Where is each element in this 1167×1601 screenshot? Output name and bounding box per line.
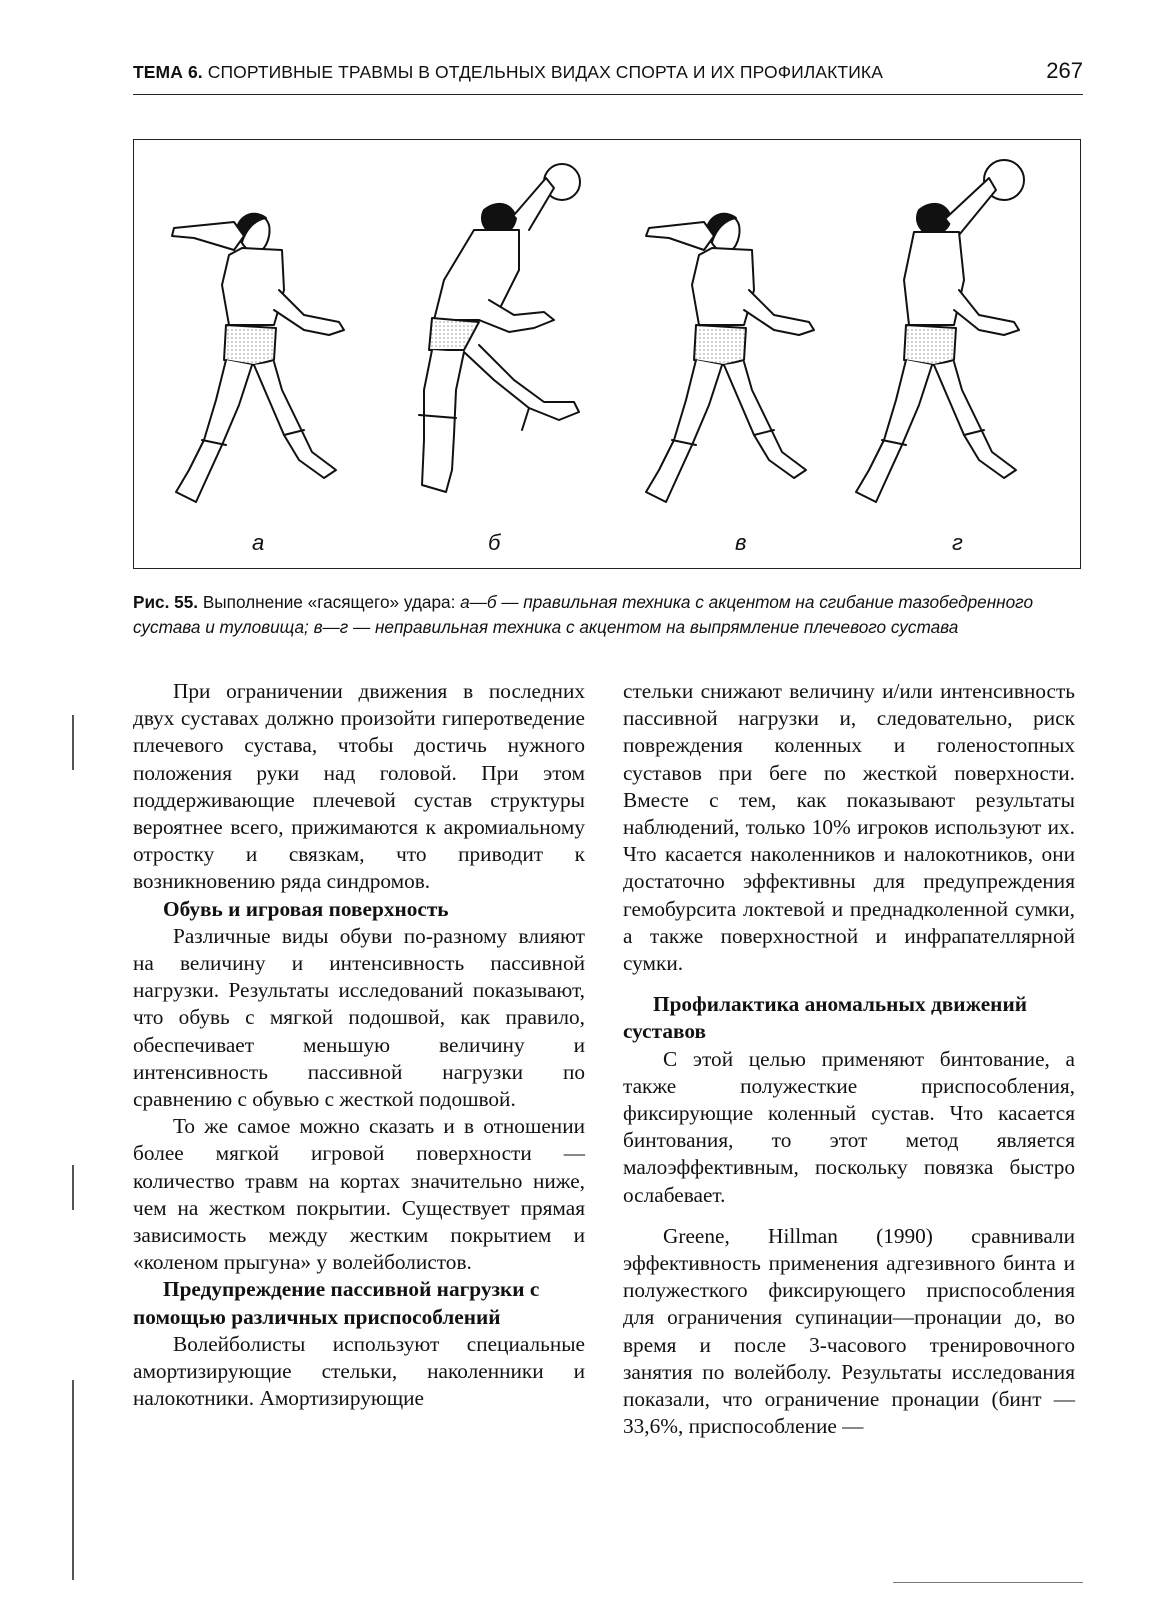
figure-55: [133, 139, 1081, 569]
spacer: [623, 977, 1075, 991]
caption-italic: а—б — правильная техника с акцентом на сгибание тазобедренного сустава и туловища; в—г — неправильная техника с акцентом на выпрямление плечевого сустава: [133, 592, 1034, 637]
volleyball-player-figure-a: [172, 214, 344, 502]
scan-margin-mark: [72, 1165, 74, 1210]
header-title-text: СПОРТИВНЫЕ ТРАВМЫ В ОТДЕЛЬНЫХ ВИДАХ СПОРТА И ИХ ПРОФИЛАКТИКА: [207, 62, 883, 82]
scan-margin-mark: [72, 715, 74, 770]
figure-drawing: [134, 140, 1082, 570]
header-prefix: ТЕМА 6.: [133, 62, 203, 82]
figure-caption: [133, 590, 1083, 640]
paragraph: стельки снижают величину и/или интенсивность пассивной нагрузки и, следовательно, риск повреждения коленных и голеностопных суставов при беге по жесткой поверхности. Вместе с тем, как показывают результаты наблюдений, только 10% игроков используют их. Что касается наколенников и налокотников, они достаточно эффективны для предупреждения гемобурсита локтевой и преднадколенной сумки, а также поверхностной и инфрапателлярной сумки.: [623, 679, 1075, 976]
volleyball-player-figure-b: [419, 164, 580, 492]
panel-letter-d: г: [952, 530, 963, 555]
panel-letter-c: в: [735, 530, 747, 555]
spacer: [623, 1209, 1075, 1223]
scan-bottom-line: [893, 1582, 1083, 1583]
section-heading: Обувь и игровая поверхность: [163, 896, 449, 921]
caption-text: Выполнение «гасящего» удара:: [202, 592, 456, 612]
page-number: 267: [1046, 58, 1083, 83]
paragraph: Greene, Hillman (1990) сравнивали эффективность применения адгезивного бинта и полужесткого фиксирующего приспособления для ограничения супинации—пронации до, во время и после 3-часового тренировочного занятия по волейболу. Результаты исследования показали, что ограничение пронации (бинт — 33,6%, приспособление —: [623, 1223, 1075, 1439]
panel-letter-a: а: [252, 530, 265, 555]
section-heading: Предупреждение пассивной нагрузки с помощью различных приспособлений: [133, 1277, 540, 1329]
running-header: [133, 60, 1083, 95]
panel-letter-b: б: [488, 530, 501, 555]
paragraph: Различные виды обуви по-разному влияют на величину и интенсивность пассивной нагрузки. Результаты исследований показывают, что обувь с мягкой подошвой, как правило, обеспечивает меньшую величину и интенсивность пассивной нагрузки по сравнению с обувью с жесткой подошвой.: [133, 923, 585, 1112]
paragraph: При ограничении движения в последних двух суставах должно произойти гиперотведение плечевого сустава, чтобы достичь нужного положения руки над головой. При этом поддерживающие плечевой сустав структуры вероятнее всего, прижимаются к акромиальному отростку и связкам, что приводит к возникновению ряда синдромов.: [133, 679, 585, 894]
header-title: [133, 62, 883, 83]
volleyball-player-figure-d: [856, 160, 1024, 502]
volleyball-player-figure-c: [646, 214, 814, 502]
scan-margin-mark: [72, 1380, 74, 1580]
paragraph: Волейболисты используют специальные амортизирующие стельки, наколенники и налокотники. Амортизирующие: [133, 1331, 585, 1411]
section-heading: Профилактика аномальных движений суставов: [623, 992, 1027, 1044]
right-column: [623, 678, 1075, 1440]
paragraph: То же самое можно сказать и в отношении более мягкой игровой поверхности — количество травм на кортах значительно ниже, чем на жестком покрытии. Существует прямая зависимость между жестким покрытием и «коленом прыгуна» у волейболистов.: [133, 1114, 585, 1275]
paragraph: С этой целью применяют бинтование, а также полужесткие приспособления, фиксирующие коленный сустав. Что касается бинтования, то этот метод является малоэффективным, поскольку повязка быстро ослабевает.: [623, 1046, 1075, 1207]
left-column: [133, 678, 585, 1412]
caption-label: Рис. 55.: [133, 592, 199, 612]
